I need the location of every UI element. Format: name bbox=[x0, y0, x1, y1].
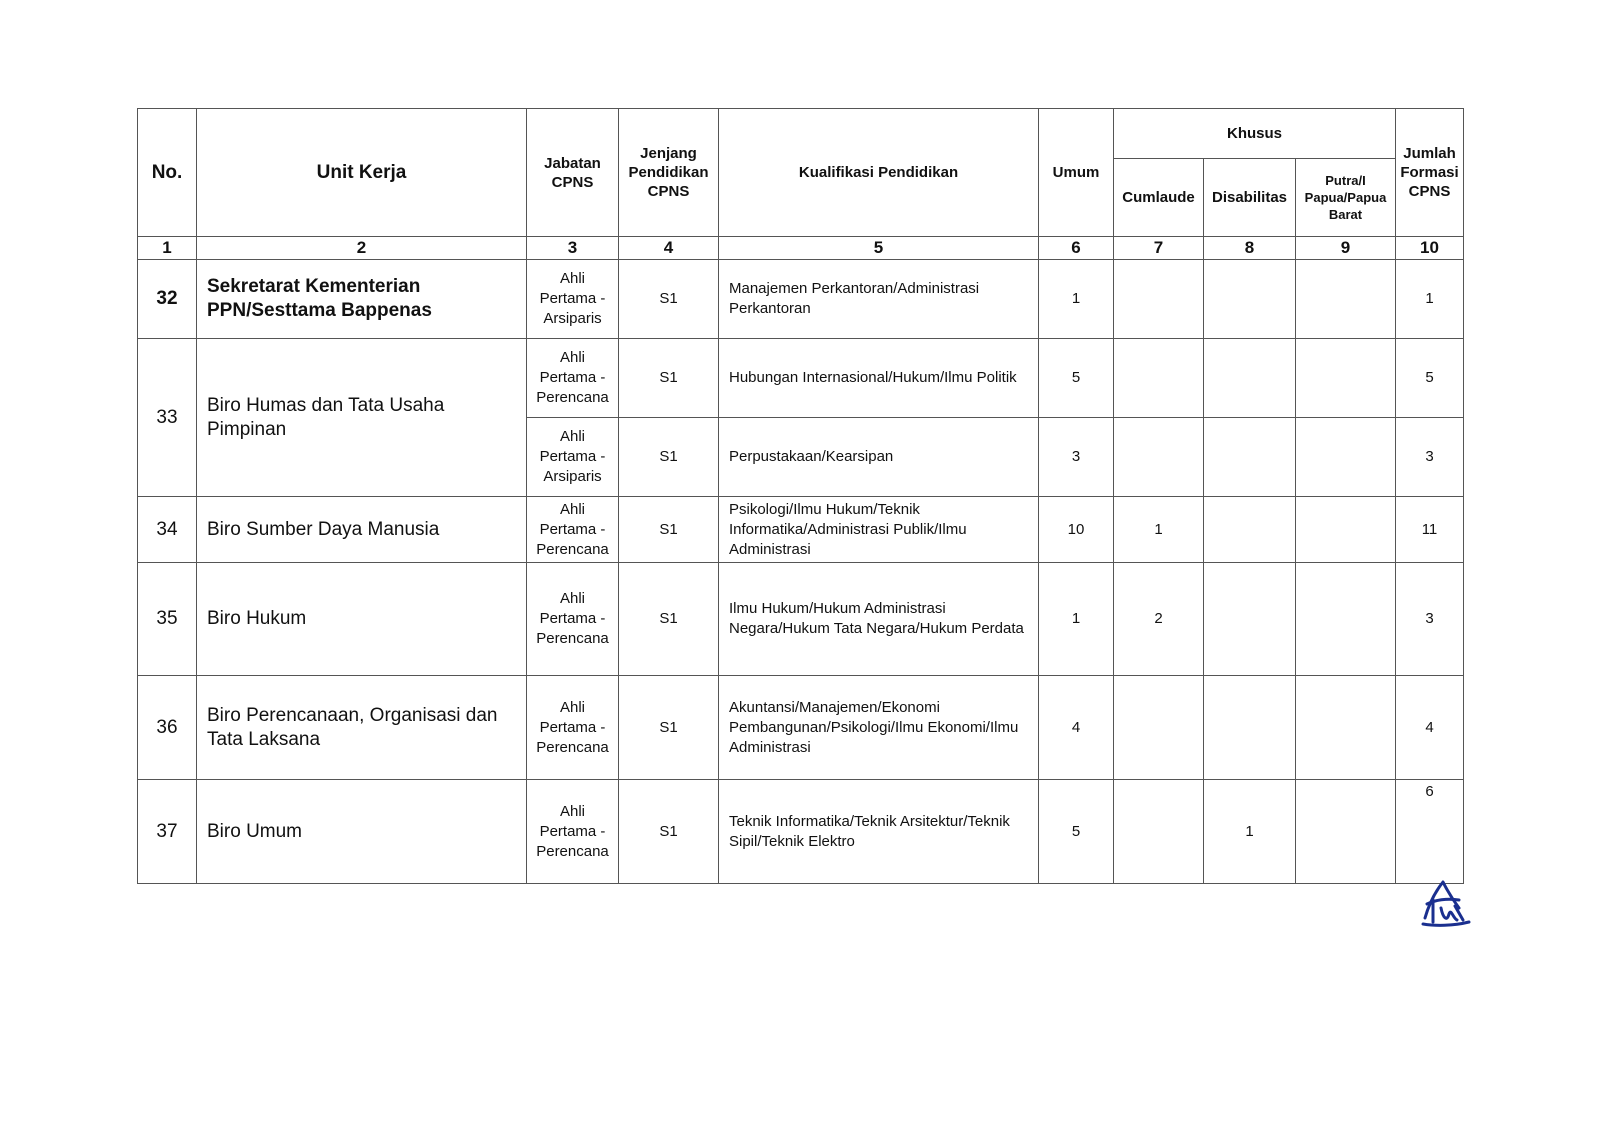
column-number: 1 bbox=[138, 237, 197, 260]
column-number: 8 bbox=[1204, 237, 1296, 260]
table-row bbox=[138, 339, 1464, 418]
header-no: No. bbox=[138, 109, 197, 237]
row-jabatan: Ahli Pertama - Perencana bbox=[527, 780, 619, 884]
row-cumlaude bbox=[1114, 780, 1204, 884]
row-disabilitas bbox=[1204, 339, 1296, 418]
row-jenjang: S1 bbox=[619, 339, 719, 418]
column-number: 6 bbox=[1039, 237, 1114, 260]
table-row bbox=[138, 497, 1464, 563]
row-jumlah: 3 bbox=[1396, 418, 1464, 497]
row-kualifikasi: Hubungan Internasional/Hukum/Ilmu Politik bbox=[719, 339, 1039, 418]
row-cumlaude bbox=[1114, 260, 1204, 339]
row-no: 37 bbox=[138, 780, 197, 884]
column-number: 3 bbox=[527, 237, 619, 260]
row-jenjang: S1 bbox=[619, 563, 719, 676]
table-row bbox=[138, 676, 1464, 780]
row-unit-kerja: Biro Humas dan Tata Usaha Pimpinan bbox=[197, 339, 527, 497]
row-cumlaude bbox=[1114, 418, 1204, 497]
header-kualifikasi: Kualifikasi Pendidikan bbox=[719, 109, 1039, 237]
row-cumlaude: 1 bbox=[1114, 497, 1204, 563]
column-number: 2 bbox=[197, 237, 527, 260]
row-putra-papua bbox=[1296, 676, 1396, 780]
row-putra-papua bbox=[1296, 339, 1396, 418]
row-putra-papua bbox=[1296, 418, 1396, 497]
row-kualifikasi: Teknik Informatika/Teknik Arsitektur/Teknik Sipil/Teknik Elektro bbox=[719, 780, 1039, 884]
row-jabatan: Ahli Pertama - Perencana bbox=[527, 339, 619, 418]
row-cumlaude: 2 bbox=[1114, 563, 1204, 676]
row-putra-papua bbox=[1296, 497, 1396, 563]
header-disabilitas: Disabilitas bbox=[1204, 159, 1296, 237]
row-unit-kerja: Sekretarat Kementerian PPN/Sesttama Bappenas bbox=[197, 260, 527, 339]
row-jenjang: S1 bbox=[619, 260, 719, 339]
row-jumlah: 6 bbox=[1396, 780, 1464, 884]
row-putra-papua bbox=[1296, 260, 1396, 339]
row-jumlah: 11 bbox=[1396, 497, 1464, 563]
row-kualifikasi: Psikologi/Ilmu Hukum/Teknik Informatika/Administrasi Publik/Ilmu Administrasi bbox=[719, 497, 1039, 563]
formasi-table bbox=[137, 108, 1464, 884]
row-cumlaude bbox=[1114, 676, 1204, 780]
header-jabatan: Jabatan CPNS bbox=[527, 109, 619, 237]
row-kualifikasi: Perpustakaan/Kearsipan bbox=[719, 418, 1039, 497]
column-number-row bbox=[138, 237, 1464, 260]
initials-signature-icon bbox=[1419, 878, 1471, 930]
row-no: 34 bbox=[138, 497, 197, 563]
row-disabilitas bbox=[1204, 563, 1296, 676]
row-kualifikasi: Manajemen Perkantoran/Administrasi Perkantoran bbox=[719, 260, 1039, 339]
row-umum: 5 bbox=[1039, 339, 1114, 418]
row-jenjang: S1 bbox=[619, 780, 719, 884]
row-umum: 4 bbox=[1039, 676, 1114, 780]
row-jabatan: Ahli Pertama - Arsiparis bbox=[527, 260, 619, 339]
row-umum: 1 bbox=[1039, 260, 1114, 339]
header-umum: Umum bbox=[1039, 109, 1114, 237]
row-jabatan: Ahli Pertama - Perencana bbox=[527, 497, 619, 563]
row-disabilitas bbox=[1204, 418, 1296, 497]
row-umum: 10 bbox=[1039, 497, 1114, 563]
header-jenjang: Jenjang Pendidikan CPNS bbox=[619, 109, 719, 237]
row-umum: 5 bbox=[1039, 780, 1114, 884]
column-number: 4 bbox=[619, 237, 719, 260]
row-cumlaude bbox=[1114, 339, 1204, 418]
row-jenjang: S1 bbox=[619, 418, 719, 497]
row-disabilitas bbox=[1204, 676, 1296, 780]
header-khusus: Khusus bbox=[1114, 109, 1396, 159]
row-unit-kerja: Biro Umum bbox=[197, 780, 527, 884]
row-jabatan: Ahli Pertama - Perencana bbox=[527, 676, 619, 780]
row-disabilitas bbox=[1204, 497, 1296, 563]
row-no: 32 bbox=[138, 260, 197, 339]
row-kualifikasi: Ilmu Hukum/Hukum Administrasi Negara/Hukum Tata Negara/Hukum Perdata bbox=[719, 563, 1039, 676]
header-unit-kerja: Unit Kerja bbox=[197, 109, 527, 237]
column-number: 7 bbox=[1114, 237, 1204, 260]
header-cumlaude: Cumlaude bbox=[1114, 159, 1204, 237]
column-number: 9 bbox=[1296, 237, 1396, 260]
row-jumlah: 3 bbox=[1396, 563, 1464, 676]
row-no: 33 bbox=[138, 339, 197, 497]
header-putra-papua: Putra/I Papua/Papua Barat bbox=[1296, 159, 1396, 237]
row-disabilitas: 1 bbox=[1204, 780, 1296, 884]
table-row bbox=[138, 563, 1464, 676]
column-number: 10 bbox=[1396, 237, 1464, 260]
header-jumlah: Jumlah Formasi CPNS bbox=[1396, 109, 1464, 237]
row-putra-papua bbox=[1296, 563, 1396, 676]
row-unit-kerja: Biro Hukum bbox=[197, 563, 527, 676]
row-jumlah: 5 bbox=[1396, 339, 1464, 418]
row-unit-kerja: Biro Sumber Daya Manusia bbox=[197, 497, 527, 563]
row-putra-papua bbox=[1296, 780, 1396, 884]
row-kualifikasi: Akuntansi/Manajemen/Ekonomi Pembangunan/Psikologi/Ilmu Ekonomi/Ilmu Administrasi bbox=[719, 676, 1039, 780]
row-umum: 3 bbox=[1039, 418, 1114, 497]
table-row bbox=[138, 260, 1464, 339]
row-jenjang: S1 bbox=[619, 676, 719, 780]
row-jenjang: S1 bbox=[619, 497, 719, 563]
row-no: 36 bbox=[138, 676, 197, 780]
table-row bbox=[138, 780, 1464, 884]
row-jabatan: Ahli Pertama - Arsiparis bbox=[527, 418, 619, 497]
row-unit-kerja: Biro Perencanaan, Organisasi dan Tata Laksana bbox=[197, 676, 527, 780]
row-jabatan: Ahli Pertama - Perencana bbox=[527, 563, 619, 676]
column-number: 5 bbox=[719, 237, 1039, 260]
row-umum: 1 bbox=[1039, 563, 1114, 676]
row-disabilitas bbox=[1204, 260, 1296, 339]
row-no: 35 bbox=[138, 563, 197, 676]
row-jumlah: 4 bbox=[1396, 676, 1464, 780]
row-jumlah: 1 bbox=[1396, 260, 1464, 339]
